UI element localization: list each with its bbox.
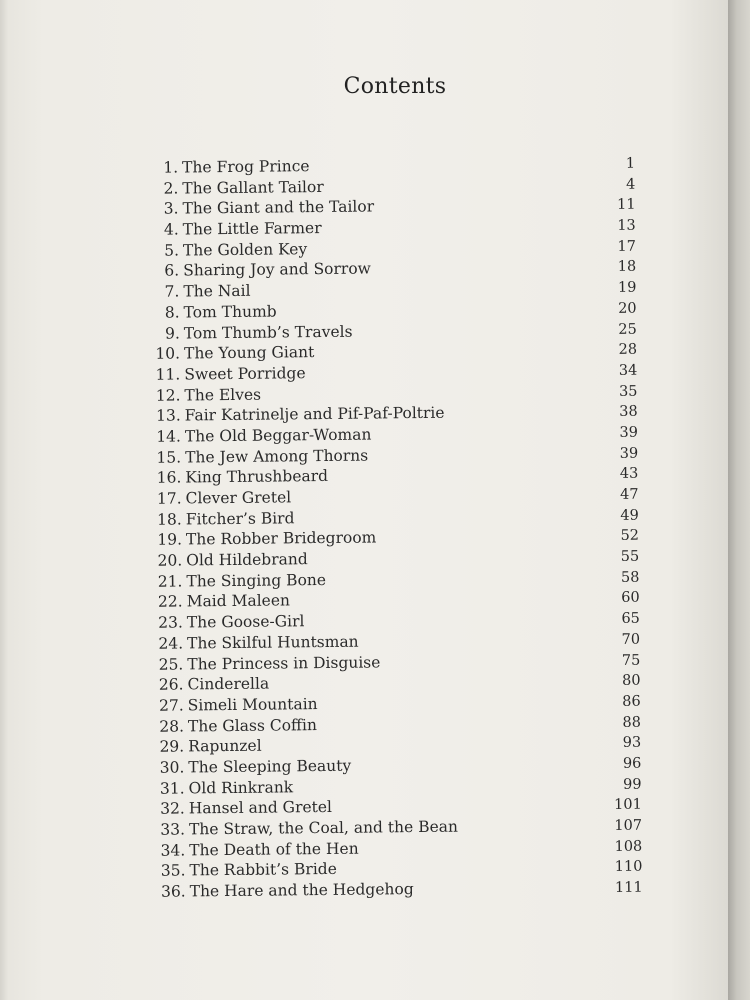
entry-title: Fitcher’s Bird: [185, 508, 295, 529]
entry-page-number: 18: [617, 259, 637, 276]
entry-number: 34.: [160, 841, 186, 860]
entry-title: The Giant and the Tailor: [182, 197, 375, 218]
entry-title: Clever Gretel: [185, 488, 292, 508]
contents-list: [130, 153, 643, 903]
entry-page-number: 93: [622, 734, 642, 752]
entry-number: 30.: [159, 758, 185, 777]
entry-number: 13.: [155, 406, 181, 425]
entry-title: Old Rinkrank: [188, 777, 294, 798]
entry-number: 25.: [158, 654, 184, 674]
entry-title: Sharing Joy and Sorrow: [183, 259, 371, 280]
entry-page-number: 55: [620, 548, 640, 565]
entry-title: The Princess in Disguise: [187, 652, 381, 673]
entry-number: 10.: [155, 344, 181, 363]
entry-number: 9.: [164, 323, 180, 343]
entry-title: The Little Farmer: [182, 219, 322, 239]
entry-page-number: 11: [616, 197, 636, 214]
entry-title: Fair Katrinelje and Pif-Paf-Poltrie: [184, 403, 445, 425]
entry-number: 23.: [158, 613, 183, 632]
entry-title: The Jew Among Thorns: [185, 446, 369, 467]
entry-title: The Glass Coffin: [187, 715, 318, 735]
entry-title: The Sleeping Beauty: [188, 756, 352, 777]
entry-number: 8.: [164, 303, 180, 322]
entry-title: The Young Giant: [183, 343, 315, 363]
entry-page-number: 75: [621, 652, 641, 669]
entry-page-number: 58: [620, 569, 640, 586]
entry-number: 1.: [163, 158, 179, 177]
entry-number: 2.: [163, 179, 179, 198]
entry-number: 5.: [164, 241, 180, 260]
entry-page-number: 39: [619, 445, 639, 462]
entry-number: 35.: [160, 861, 186, 881]
entry-number: 21.: [157, 572, 183, 591]
entry-number: 4.: [163, 220, 179, 239]
entry-title: Rapunzel: [188, 736, 262, 756]
page-title: Contents: [343, 74, 447, 99]
entry-page-number: 96: [622, 755, 642, 772]
entry-page-number: 65: [621, 610, 640, 628]
entry-number: 15.: [156, 448, 182, 467]
entry-number: 28.: [159, 717, 185, 736]
entry-title: The Death of the Hen: [189, 839, 359, 860]
entry-title: Simeli Mountain: [187, 694, 318, 715]
entry-title: Tom Thumb: [183, 302, 277, 322]
entry-page-number: 43: [619, 466, 639, 483]
entry-page-number: 19: [617, 279, 637, 297]
entry-number: 24.: [158, 634, 184, 653]
entry-page-number: 86: [622, 693, 641, 710]
entry-page-number: 47: [620, 486, 639, 503]
entry-page-number: 4: [625, 176, 636, 193]
entry-number: 7.: [164, 282, 180, 301]
entry-page-number: 70: [621, 631, 641, 648]
entry-page-number: 52: [620, 528, 640, 545]
page-edge: [728, 0, 750, 1000]
entry-number: 32.: [160, 799, 185, 819]
entry-number: 20.: [157, 551, 183, 570]
entry-title: The Old Beggar-Woman: [184, 425, 372, 446]
entry-title: Sweet Porridge: [184, 364, 306, 384]
entry-page-number: 49: [620, 507, 639, 524]
entry-number: 29.: [159, 737, 185, 756]
entry-number: 16.: [156, 468, 182, 488]
entry-number: 19.: [157, 530, 183, 550]
entry-title: The Straw, the Coal, and the Bean: [188, 817, 459, 839]
entry-number: 17.: [156, 489, 182, 508]
entry-page-number: 28: [618, 341, 638, 359]
entry-page-number: 99: [623, 776, 642, 793]
entry-title: The Skilful Huntsman: [186, 632, 359, 653]
entry-page-number: 60: [621, 590, 640, 607]
page-gutter-shadow: [0, 0, 8, 1000]
entry-title: Hansel and Gretel: [188, 798, 333, 818]
entry-title: The Singing Bone: [186, 570, 327, 591]
entry-number: 22.: [157, 592, 183, 612]
entry-title: The Nail: [183, 281, 251, 301]
entry-number: 36.: [160, 882, 186, 901]
entry-page-number: 80: [621, 672, 641, 690]
entry-title: The Robber Bridegroom: [185, 528, 377, 549]
entry-title: The Hare and the Hedgehog: [189, 880, 414, 901]
entry-number: 3.: [163, 199, 179, 219]
entry-number: 11.: [155, 365, 181, 384]
entry-number: 27.: [158, 696, 184, 715]
entry-number: 12.: [155, 386, 181, 405]
contents-entry: [138, 877, 643, 903]
entry-page-number: 25: [618, 321, 637, 338]
entry-title: The Golden Key: [182, 239, 308, 260]
entry-page-number: 88: [622, 714, 642, 731]
entry-number: 6.: [164, 261, 180, 281]
entry-page-number: 17: [617, 238, 637, 255]
entry-number: 18.: [157, 510, 182, 529]
entry-title: Tom Thumb’s Travels: [183, 322, 353, 342]
entry-title: Maid Maleen: [186, 591, 291, 611]
entry-page-number: 38: [619, 403, 638, 421]
entry-page-number: 110: [614, 859, 643, 876]
entry-page-number: 108: [614, 838, 643, 855]
entry-page-number: 107: [614, 817, 643, 834]
entry-page-number: 13: [617, 217, 636, 234]
entry-title: The Elves: [184, 385, 262, 405]
entry-number: 33.: [160, 820, 186, 839]
entry-title: Cinderella: [187, 674, 270, 694]
entry-page-number: 35: [618, 383, 638, 400]
entry-title: The Goose-Girl: [186, 612, 305, 632]
entry-page-number: 20: [618, 300, 637, 317]
entry-page-number: 111: [614, 879, 643, 897]
entry-title: The Rabbit’s Bride: [189, 860, 337, 880]
entry-number: 14.: [156, 427, 182, 446]
entry-page-number: 1: [625, 155, 636, 172]
entry-number: 26.: [158, 675, 184, 694]
entry-page-number: 101: [614, 796, 642, 814]
entry-page-number: 39: [619, 424, 638, 441]
entry-title: King Thrushbeard: [185, 467, 329, 487]
entry-number: 31.: [159, 779, 185, 798]
entry-title: Old Hildebrand: [186, 550, 308, 570]
entry-page-number: 34: [618, 362, 638, 379]
entry-title: The Gallant Tailor: [182, 177, 324, 198]
entry-title: The Frog Prince: [182, 157, 310, 177]
